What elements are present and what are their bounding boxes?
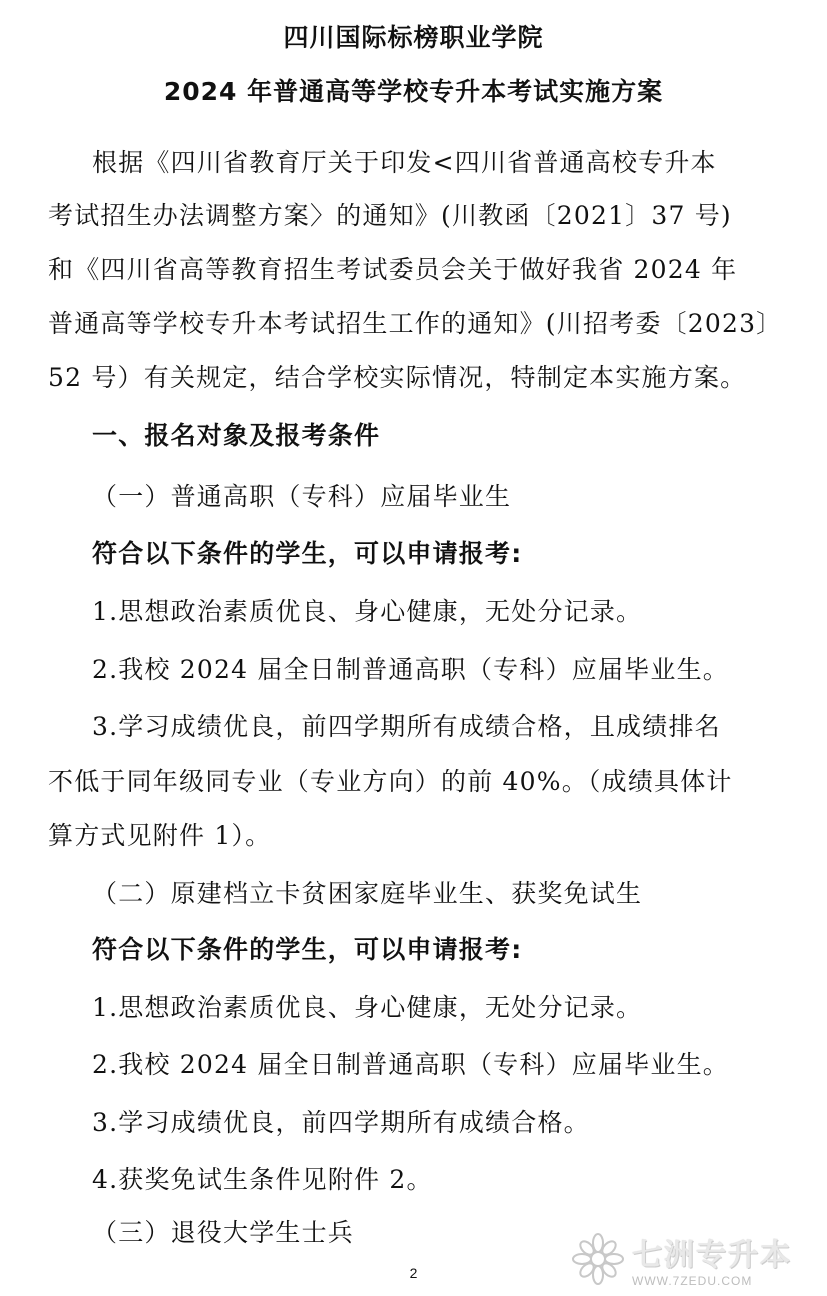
sub1-heading: （一）普通高职（专科）应届毕业生 [92, 482, 512, 511]
watermark [570, 1228, 820, 1290]
sub2-heading: （二）原建档立卡贫困家庭毕业生、获奖免试生 [92, 879, 643, 908]
sub2-item: 1.思想政治素质优良、身心健康，无处分记录。 [92, 993, 643, 1022]
page-number: 2 [409, 1265, 418, 1281]
watermark-url: WWW.7ZEDU.COM [632, 1274, 753, 1288]
sub1-item: 不低于同年级同专业（专业方向）的前 40%。（成绩具体计 [48, 767, 733, 796]
sub2-lead: 符合以下条件的学生，可以申请报考: [92, 935, 523, 964]
sub1-item: 2.我校 2024 届全日制普通高职（专科）应届毕业生。 [92, 655, 729, 684]
sub2-item: 2.我校 2024 届全日制普通高职（专科）应届毕业生。 [92, 1050, 729, 1079]
document-title-line2: 2024 年普通高等学校专升本考试实施方案 [163, 77, 664, 106]
sub3-heading: （三）退役大学生士兵 [92, 1218, 355, 1247]
sub2-item: 3.学习成绩优良，前四学期所有成绩合格。 [92, 1108, 590, 1137]
intro-line: 根据《四川省教育厅关于印发<四川省普通高校专升本 [92, 148, 717, 177]
sub1-lead: 符合以下条件的学生，可以申请报考: [92, 539, 523, 568]
intro-line: 52 号）有关规定，结合学校实际情况，特制定本实施方案。 [48, 363, 747, 392]
intro-line: 考试招生办法调整方案〉的通知》(川教函〔2021〕37 号) [48, 201, 732, 230]
document-title-line1: 四川国际标榜职业学院 [283, 23, 544, 52]
sub1-item: 3.学习成绩优良，前四学期所有成绩合格，且成绩排名 [92, 712, 721, 741]
flower-logo-icon [570, 1231, 626, 1287]
watermark-brand: 七洲专升本 [632, 1238, 792, 1273]
intro-line: 普通高等学校专升本考试招生工作的通知》(川招考委〔2023〕 [48, 309, 783, 338]
sub1-item: 1.思想政治素质优良、身心健康，无处分记录。 [92, 597, 643, 626]
section1-heading: 一、报名对象及报考条件 [92, 421, 381, 450]
sub2-item: 4.获奖免试生条件见附件 2。 [92, 1165, 433, 1194]
sub1-item: 算方式见附件 1）。 [48, 821, 272, 850]
intro-line: 和《四川省高等教育招生考试委员会关于做好我省 2024 年 [48, 255, 738, 284]
